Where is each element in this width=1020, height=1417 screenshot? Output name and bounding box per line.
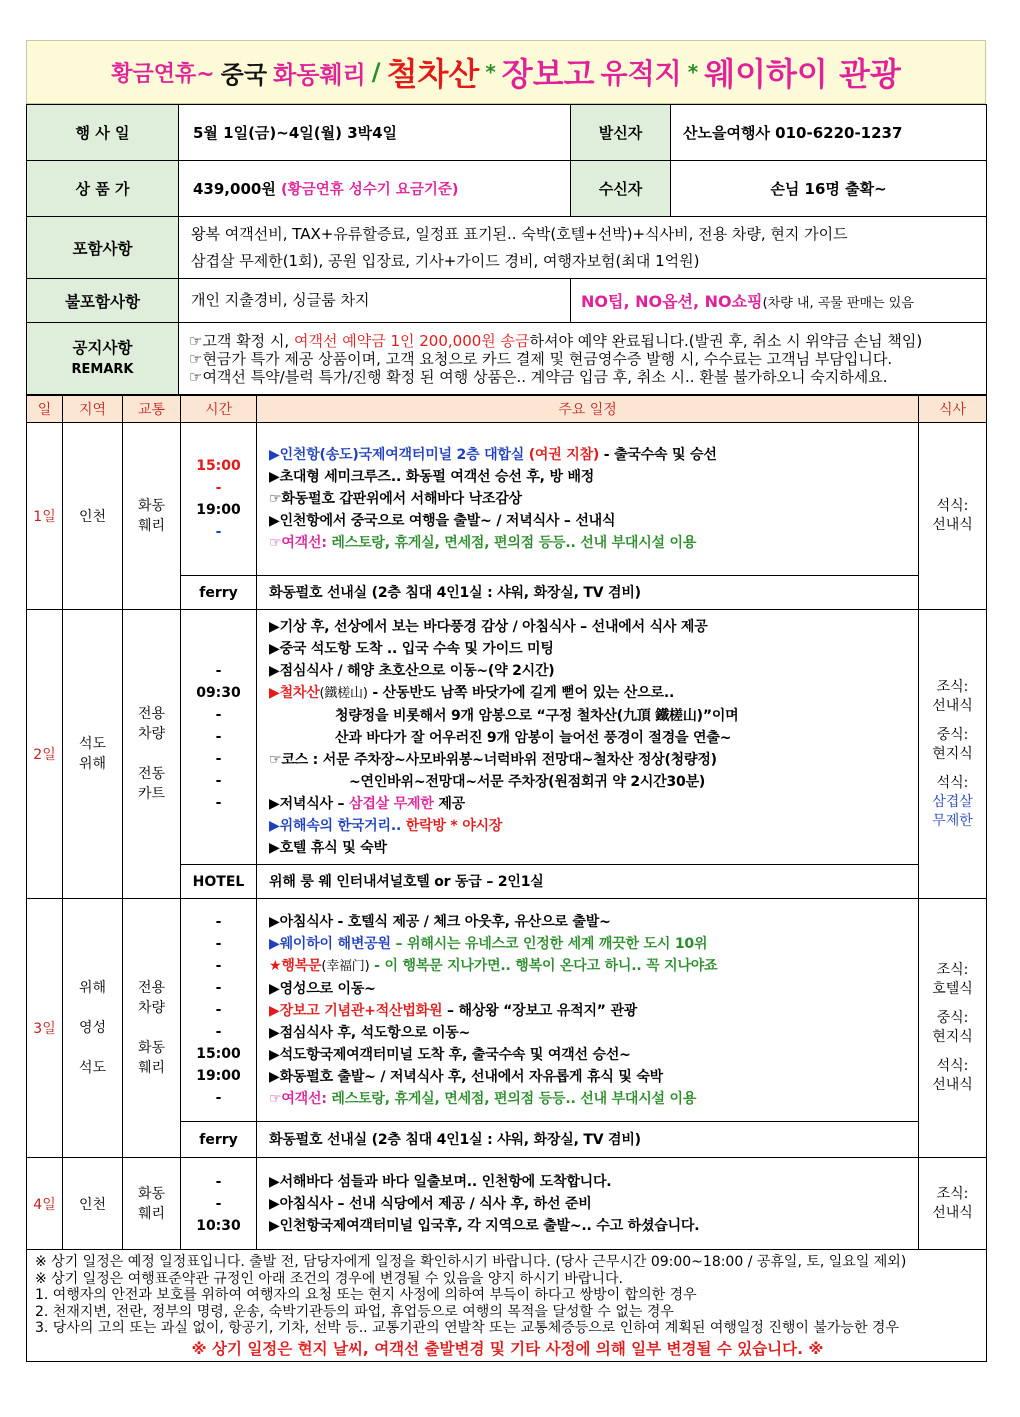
transport: 전용 차량 화동 훼리 bbox=[123, 899, 181, 1158]
meal-line: 중식: bbox=[936, 726, 969, 743]
region: 인천 bbox=[63, 1158, 123, 1250]
footer-notes bbox=[27, 1250, 987, 1362]
time: 19:00 bbox=[196, 502, 241, 518]
footer-line: 2. 천재지변, 전란, 정부의 명령, 운송, 숙박기관등의 파업, 휴업등으로 여행의 목적을 달성할 수 없는 경우 bbox=[35, 1303, 674, 1320]
schedule-item: ▶초대형 세미크루즈.. 화동펄 여객선 승선 후, 방 배정 bbox=[269, 469, 595, 485]
times-cell bbox=[181, 1158, 257, 1250]
time: - bbox=[215, 751, 222, 767]
times-cell bbox=[181, 610, 257, 865]
time: - bbox=[215, 936, 222, 952]
time: - bbox=[215, 524, 222, 540]
title-part: 화동훼리 bbox=[273, 60, 366, 89]
time: - bbox=[215, 914, 222, 930]
schedule-item: ▶중국 석도항 도착 .. 입국 수속 및 가이드 미팅 bbox=[269, 640, 554, 657]
schedule-item bbox=[269, 815, 918, 837]
meal-line: 선내식 bbox=[932, 517, 973, 533]
meal-line: 현지식 bbox=[932, 1029, 973, 1045]
schedule-item bbox=[269, 955, 918, 978]
schedule-item: 청량정을 비롯해서 9개 암봉으로 “구정 철차산(九頂 鐵槎山)”이며 bbox=[335, 707, 739, 724]
meal-line: 석식: bbox=[936, 1058, 969, 1074]
sender-label: 발신자 bbox=[571, 105, 671, 161]
title-part: 유적지 bbox=[600, 57, 682, 90]
time: - bbox=[215, 729, 222, 745]
item-text: ▶위해속의 한국거리.. bbox=[269, 817, 402, 834]
time: - bbox=[215, 795, 222, 811]
times-cell bbox=[181, 423, 257, 576]
item-text: 제공 bbox=[438, 795, 465, 812]
schedule-item: ▶화동펄호 출발~ / 저녁식사 후, 선내에서 자유롭게 휴식 및 숙박 bbox=[269, 1068, 663, 1085]
item-text: - 출국수속 및 승선 bbox=[603, 447, 717, 463]
sender-value: 산노을여행사 010-6220-1237 bbox=[671, 105, 987, 161]
include-line: 왕복 여객선비, TAX+유류할증료, 일정표 표기된.. 숙박(호텔+선박)+식사비, 전용 차량, 현지 가이드 bbox=[191, 224, 848, 243]
header-day: 일 bbox=[27, 396, 63, 423]
meal-line: 조식: bbox=[936, 962, 969, 978]
title-part: 중국 bbox=[220, 60, 268, 89]
sub-time: ferry bbox=[181, 576, 257, 610]
exclude-no: NO팁, NO옵션, NO쇼핑 bbox=[581, 292, 763, 311]
schedule-items bbox=[257, 610, 919, 865]
title-part: 철차산 bbox=[386, 55, 480, 93]
item-text: 레스토랑, 휴게실, 면세점, 편의점 등등.. 선내 부대시설 이용 bbox=[331, 1090, 697, 1107]
item-text: ▶인천항(송도)국제여객터미널 2층 대합실 bbox=[269, 447, 525, 463]
include-cell bbox=[179, 217, 987, 279]
meal-line: 현지식 bbox=[932, 745, 973, 762]
schedule-item bbox=[269, 793, 918, 815]
notice-text: 하셔야 예약 완료됩니다.(발권 후, 취소 시 위약금 손님 책임) bbox=[529, 331, 923, 350]
info-table bbox=[26, 104, 987, 395]
time: - bbox=[215, 1195, 222, 1212]
notice-highlight: 여객선 예약금 1인 200,000원 송금 bbox=[293, 331, 530, 350]
date-label: 행 사 일 bbox=[27, 105, 179, 161]
item-text: (幸福门) bbox=[321, 958, 370, 974]
footer-warning: ※ 상기 일정은 현지 날씨, 여객선 출발변경 및 기타 사정에 의해 일부 변경될 수 있습니다. ※ bbox=[191, 1339, 824, 1358]
schedule-row bbox=[27, 899, 987, 1122]
meal-line: 삼겹살 bbox=[932, 793, 973, 810]
time: - bbox=[215, 980, 222, 996]
schedule-item: ▶호텔 휴식 및 숙박 bbox=[269, 839, 387, 856]
item-text: ▶장보고 기념관+적산법화원 bbox=[269, 1002, 443, 1019]
meal-line: 조식: bbox=[936, 1185, 969, 1202]
schedule-items bbox=[257, 1158, 919, 1250]
exclude-value: 개인 지출경비, 싱글룸 차지 bbox=[179, 279, 571, 323]
notice-line bbox=[189, 332, 986, 350]
price-note: (황금연휴 성수기 요금기준) bbox=[281, 182, 459, 198]
time: - bbox=[215, 480, 222, 496]
transport: 화동 훼리 bbox=[123, 1158, 181, 1250]
meal-line: 석식: bbox=[936, 498, 969, 514]
title-part: 장보고 bbox=[501, 55, 595, 93]
header-region: 지역 bbox=[63, 396, 123, 423]
schedule-item: ▶인천항에서 중국으로 여행을 출발~ / 저녁식사 – 선내식 bbox=[269, 513, 616, 529]
day-label: 3일 bbox=[27, 899, 63, 1158]
schedule-row bbox=[27, 610, 987, 865]
item-text: ★행복문 bbox=[269, 957, 322, 974]
item-text: 레스토랑, 휴게실, 면세점, 편의점 등등.. 선내 부대시설 이용 bbox=[331, 535, 697, 551]
schedule-item: ~연인바위~전망대~서문 주차장(원점회귀 약 2시간30분) bbox=[349, 773, 706, 790]
time: - bbox=[215, 1002, 222, 1018]
item-text: – 해상왕 “장보고 유적지” 관광 bbox=[447, 1002, 638, 1019]
notice-line: ☞여객선 특약/블럭 특가/진행 확정 된 여행 상품은.. 계약금 입금 후, 취소 시.. 환불 불가하오니 숙지하세요. bbox=[189, 367, 888, 386]
notice-sub: REMARK bbox=[71, 361, 134, 377]
price-cell bbox=[179, 161, 571, 217]
schedule-item: ▶점심식사 후, 석도항으로 이동~ bbox=[269, 1024, 471, 1041]
region: 위해 영성 석도 bbox=[63, 899, 123, 1158]
title-part: * bbox=[687, 60, 699, 84]
footer-line: ※ 상기 일정은 예정 일정표입니다. 출발 전, 담당자에게 일정을 확인하시기 바랍니다. (당사 근무시간 09:00~18:00 / 공휴일, 토, 일요일 제외) bbox=[35, 1254, 907, 1270]
meal-line: 조식: bbox=[936, 678, 969, 695]
meal-line: 무제한 bbox=[932, 812, 973, 829]
meal-line: 선내식 bbox=[932, 1204, 973, 1221]
time: - bbox=[215, 707, 222, 723]
page-title bbox=[26, 40, 986, 104]
schedule-item: ▶서해바다 섬들과 바다 일출보며.. 인천항에 도착합니다. bbox=[269, 1173, 612, 1190]
schedule-items bbox=[257, 899, 919, 1122]
meal-line: 중식: bbox=[936, 1010, 969, 1026]
price-label: 상 품 가 bbox=[27, 161, 179, 217]
meal-line: 선내식 bbox=[932, 1077, 973, 1093]
schedule-item: ☞코스 : 서문 주차장~사모바위봉~너럭바위 전망대~철차산 정상(청량정) bbox=[269, 751, 717, 768]
item-text: (여권 지참) bbox=[528, 447, 600, 463]
schedule-items bbox=[257, 423, 919, 576]
sub-time: HOTEL bbox=[181, 865, 257, 899]
day-label: 1일 bbox=[27, 423, 63, 610]
recipient-label: 수신자 bbox=[571, 161, 671, 217]
header-meal: 식사 bbox=[919, 396, 987, 423]
meal-cell bbox=[919, 423, 987, 610]
notice-label: 공지사항 bbox=[72, 338, 133, 357]
exclude-no-cell bbox=[571, 279, 987, 323]
schedule-item: ▶기상 후, 선상에서 보는 바다풍경 감상 / 아침식사 – 선내에서 식사 제공 bbox=[269, 618, 708, 635]
notice-label-cell bbox=[27, 323, 179, 395]
price-value: 439,000원 bbox=[193, 180, 276, 198]
schedule-item: ▶점심식사 / 해양 초호산으로 이동~(약 2시간) bbox=[269, 662, 555, 679]
schedule-item: ▶아침식사 – 선내 식당에서 제공 / 식사 후, 하선 준비 bbox=[269, 1195, 592, 1212]
header-schedule: 주요 일정 bbox=[257, 396, 919, 423]
schedule-row bbox=[27, 423, 987, 576]
time: 15:00 bbox=[196, 1046, 241, 1062]
date-value: 5월 1일(금)~4일(월) 3박4일 bbox=[179, 105, 571, 161]
sub-time: ferry bbox=[181, 1122, 257, 1158]
schedule-item bbox=[269, 444, 918, 466]
meal-cell bbox=[919, 1158, 987, 1250]
notice-text: ☞고객 확정 시, bbox=[189, 331, 290, 350]
time: - bbox=[215, 1024, 222, 1040]
header-time: 시간 bbox=[181, 396, 257, 423]
exclude-label: 불포함사항 bbox=[27, 279, 179, 323]
region: 인천 bbox=[63, 423, 123, 610]
schedule-row bbox=[27, 1158, 987, 1250]
meal-cell bbox=[919, 899, 987, 1158]
item-text: (鐵槎山) bbox=[319, 685, 368, 701]
schedule-item bbox=[269, 682, 918, 705]
meal-line: 석식: bbox=[936, 774, 969, 791]
sub-text: 화동펄호 선내실 (2층 침대 4인1실 : 샤워, 화장실, TV 겸비) bbox=[257, 576, 919, 610]
sub-text: 화동펄호 선내실 (2층 침대 4인1실 : 샤워, 화장실, TV 겸비) bbox=[257, 1122, 919, 1158]
title-part: 황금연휴~ bbox=[111, 61, 215, 87]
meal-cell bbox=[919, 610, 987, 899]
schedule-item bbox=[269, 933, 918, 955]
itinerary-page bbox=[26, 40, 986, 1362]
include-label: 포함사항 bbox=[27, 217, 179, 279]
title-part: * bbox=[485, 60, 496, 84]
recipient-value: 손님 16명 출확~ bbox=[671, 161, 987, 217]
include-line: 삼겹살 무제한(1회), 공원 입장료, 기사+가이드 경비, 여행자보험(최대 1억원) bbox=[191, 251, 700, 270]
time: - bbox=[215, 1173, 222, 1190]
sub-text: 위해 룽 웨 인터내셔널호텔 or 동급 – 2인1실 bbox=[257, 865, 919, 899]
time: - bbox=[215, 958, 222, 974]
notice-cell bbox=[179, 323, 987, 395]
item-text: - 이 행복문 지나가면.. 행복이 온다고 하니.. 꼭 지나야죠 bbox=[374, 957, 718, 974]
item-text: 삼겹살 무제한 bbox=[349, 795, 434, 812]
time: 09:30 bbox=[196, 685, 241, 701]
schedule-item: 산과 바다가 잘 어우러진 9개 암봉이 늘어선 풍경이 절경을 연출~ bbox=[335, 729, 732, 746]
meal-line: 선내식 bbox=[932, 697, 973, 714]
schedule-item: ▶석도항국제여객터미널 도착 후, 출국수속 및 여객선 승선~ bbox=[269, 1046, 631, 1063]
schedule-item: ☞화동펄호 갑판위에서 서해바다 낙조감상 bbox=[269, 491, 522, 507]
footer-row bbox=[27, 1250, 987, 1362]
item-text: – 위해시는 유네스코 인정한 세계 깨끗한 도시 10위 bbox=[395, 935, 708, 952]
header-transport: 교통 bbox=[123, 396, 181, 423]
footer-line: 3. 당사의 고의 또는 과실 없이, 항공기, 기차, 선박 등.. 교통기관의 연발착 또는 교통체증등으로 인하여 계획된 여행일정 진행이 불가능한 경우 bbox=[35, 1320, 899, 1336]
notice-line: ☞현금가 특가 제공 상품이며, 고객 요청으로 카드 결제 및 현금영수증 발행 시, 수수료는 고객님 부담입니다. bbox=[189, 349, 893, 368]
item-text: ☞여객선: bbox=[269, 535, 327, 551]
time: 10:30 bbox=[196, 1217, 241, 1234]
time: - bbox=[215, 773, 222, 789]
transport: 화동 훼리 bbox=[123, 423, 181, 610]
day-label: 4일 bbox=[27, 1158, 63, 1250]
schedule-item bbox=[269, 1000, 918, 1022]
title-part: / bbox=[371, 58, 381, 86]
time: 15:00 bbox=[196, 458, 241, 474]
times-cell bbox=[181, 899, 257, 1122]
title-part: 웨이하이 관광 bbox=[704, 55, 901, 93]
schedule-item: ▶인천항국제여객터미널 입국후, 각 지역으로 출발~.. 수고 하셨습니다. bbox=[269, 1217, 700, 1234]
schedule-header-row bbox=[27, 396, 987, 423]
item-text: - 산동반도 남쪽 바닷가에 길게 뻗어 있는 산으로.. bbox=[372, 684, 675, 701]
time: - bbox=[215, 1090, 222, 1106]
schedule-item bbox=[269, 1088, 918, 1110]
schedule-item bbox=[269, 532, 918, 554]
schedule-table bbox=[26, 395, 987, 1362]
meal-line: 호텔식 bbox=[932, 981, 973, 997]
item-text: ▶철차산 bbox=[269, 684, 320, 701]
item-text: ☞여객선: bbox=[269, 1090, 327, 1107]
time: 19:00 bbox=[196, 1068, 241, 1084]
item-text: ▶웨이하이 해변공원 bbox=[269, 935, 391, 952]
region: 석도 위해 bbox=[63, 610, 123, 899]
schedule-item: ▶아침식사 - 호텔식 제공 / 체크 아웃후, 유산으로 출발~ bbox=[269, 913, 611, 930]
time: - bbox=[215, 663, 222, 679]
exclude-no-note: (차량 내, 곡물 판매는 있음 bbox=[762, 296, 914, 311]
footer-line: 1. 여행자의 안전과 보호를 위하여 여행자의 요청 또는 현지 사정에 의하여 부득이 하다고 쌍방이 합의한 경우 bbox=[35, 1287, 697, 1303]
item-text: ▶저녁식사 – bbox=[269, 795, 345, 812]
transport: 전용 차량 전동 카트 bbox=[123, 610, 181, 899]
day-label: 2일 bbox=[27, 610, 63, 899]
item-text: 한락방 * 야시장 bbox=[405, 817, 503, 834]
schedule-item: ▶영성으로 이동~ bbox=[269, 980, 376, 997]
footer-line: ※ 상기 일정은 여행표준약관 규정인 아래 조건의 경우에 변경될 수 있음을 양지 하시기 바랍니다. bbox=[35, 1270, 623, 1287]
